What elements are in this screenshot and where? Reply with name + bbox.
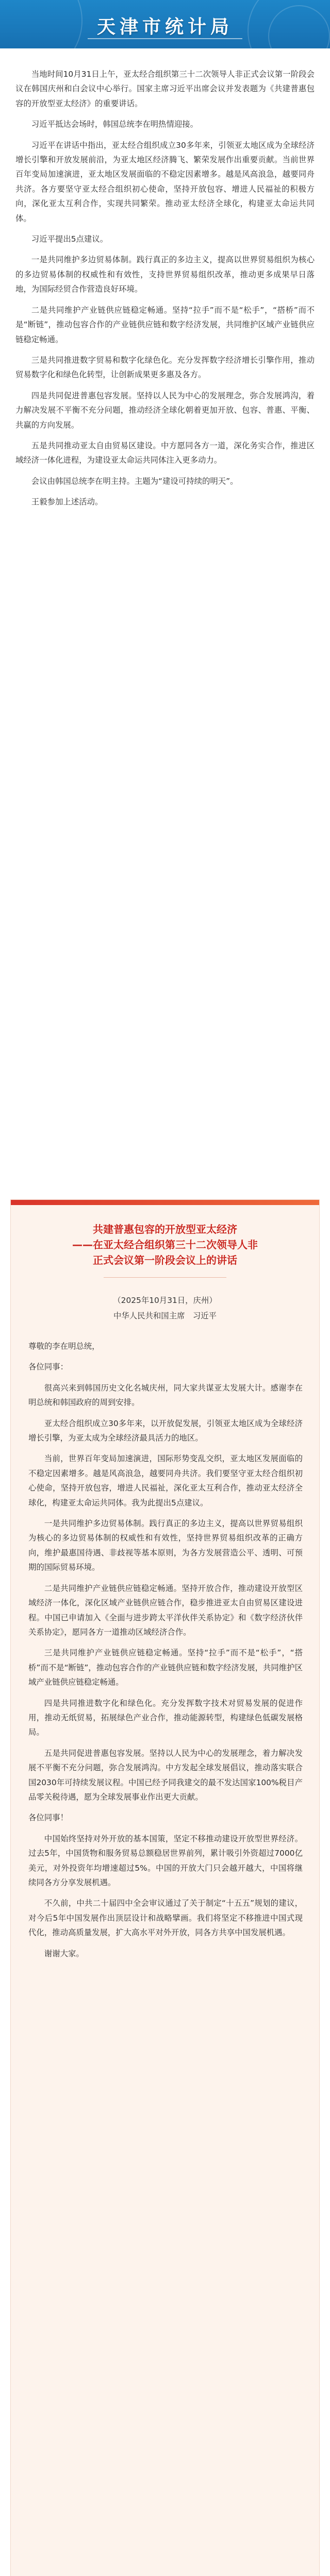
news-paragraph: 三是共同推进数字贸易和数字化绿色化。充分发挥数字经济增长引擎作用，推动贸易数字化和绿色化转型，让创新成果更多惠及各方。 xyxy=(15,355,315,380)
speech-card-accent xyxy=(11,1200,319,1205)
header-banner xyxy=(0,0,330,48)
speech-paragraph: 不久前，中共二十届四中全会审议通过了关于制定“十五五”规划的建议，对今后5年中国发展作出顶层设计和战略擘画。我们将坚定不移推进中国式现代化，推动高质量发展，扩大高水平对外开放，同各方共享中国发展机遇。 xyxy=(28,1899,303,1938)
speech-paragraph: 中国始终坚持对外开放的基本国策，坚定不移推动建设开放型世界经济。过去5年，中国货物和服务贸易总额稳居世界前列，累计吸引外资超过7000亿美元，对外投资年均增速超过5%。中国的开放大门只会越开越大，中国将继续同各方分享发展机遇。 xyxy=(28,1834,303,1887)
news-paragraph: 会议由韩国总统李在明主持。主题为“建设可持续的明天”。 xyxy=(31,476,238,486)
speech-paragraph: 谢谢大家。 xyxy=(44,1948,84,1958)
speech-paragraph: 五是共同促进普惠包容发展。坚持以人民为中心的发展理念，着力解决发展不平衡不充分问题，弥合发展鸿沟。中方发起全球发展倡议，推动落实联合国2030年可持续发展议程。中国已经予同我建交的最不发达国家100%税目产品零关税待遇，愿为全球发展事业作出更大贡献。 xyxy=(28,1748,303,1802)
news-paragraph: 二是共同维护产业链供应链稳定畅通。坚持“拉手”而不是“松手”，“搭桥”而不是“断链”，推动包容合作的产业链供应链和数字经济发展，共同维护区域产业链供应链稳定畅通。 xyxy=(15,305,315,344)
speech-headline xyxy=(21,1222,309,1268)
speech-date: （2025年10月31日，庆州） xyxy=(113,1296,217,1305)
news-paragraph: 习近平在讲话中指出，亚太经合组织成立30多年来，引领亚太地区成为全球经济增长引擎和开放发展前沿，为亚太地区经济腾飞、繁荣发展作出重要贡献。当前世界百年变局加速演进，亚太地区发展面临的不稳定因素增多。越是风高浪急，越要同舟共济。各方要坚守亚太经合组织初心使命，坚持开放包容、增进人民福祉的积极方向，深化亚太互利合作，实现共同繁荣。推动亚太经济全球化，构建亚太命运共同体。 xyxy=(15,140,315,223)
speech-paragraph: 很高兴来到韩国历史文化名城庆州，同大家共谋亚太发展大计。感谢李在明总统和韩国政府的周到安排。 xyxy=(28,1383,303,1408)
banner-divider xyxy=(88,38,242,39)
speech-paragraph: 一是共同维护多边贸易体制。践行真正的多边主义，提高以世界贸易组织为核心的多边贸易体制的权威性和有效性，坚持世界贸易组织改革的正确方向，维护最惠国待遇、非歧视等基本原则，为各方发展营造公平、透明、可预期的国际贸易环境。 xyxy=(28,1519,303,1572)
speech-paragraph: 当前，世界百年变局加速演进，国际形势变乱交织，亚太地区发展面临的不稳定因素增多。越是风高浪急，越要同舟共济。我们要坚守亚太经合组织初心使命，坚持开放包容，增进人民福祉，深化亚太互利合作，推动亚太经济全球化，构建亚太命运共同体。我为此提出5点建议。 xyxy=(28,1454,303,1507)
news-paragraph: 习近平提出5点建议。 xyxy=(31,234,108,244)
speech-card xyxy=(10,1199,320,2576)
speech-paragraph: 亚太经合组织成立30多年来，以开放促发展，引领亚太地区成为全球经济增长引擎，为亚太成为全球经济最具活力的地区。 xyxy=(28,1418,303,1443)
speech-paragraph: 三是共同维护产业链供应链稳定畅通。坚持“拉手”而不是“松手”，“搭桥”而不是“断链”，推动包容合作的产业链供应链和数字经济发展，共同维护区域产业链供应链稳定畅通。 xyxy=(28,1648,303,1687)
banner-title: 天津市统计局 xyxy=(96,16,233,38)
speech-paragraph: 各位同事： xyxy=(28,1362,68,1372)
speech-paragraph: 四是共同推进数字化和绿色化。充分发挥数字技术对贸易发展的促进作用，推动无纸贸易，拓展绿色产业合作，推动能源转型，构建绿色低碳发展格局。 xyxy=(28,1698,303,1737)
news-article xyxy=(15,67,315,516)
headline-line: 共建普惠包容的开放型亚太经济 xyxy=(93,1223,237,1235)
speech-paragraph: 尊敬的李在明总统， xyxy=(28,1342,100,1351)
news-paragraph: 四是共同促进普惠包容发展。坚持以人民为中心的发展理念，弥合发展鸿沟，着力解决发展不平衡不充分问题，推动经济全球化朝着更加开放、包容、普惠、平衡、共赢的方向发展。 xyxy=(15,391,315,430)
news-paragraph: 王毅参加上述活动。 xyxy=(31,497,103,507)
news-paragraph: 当地时间10月31日上午，亚太经合组织第三十二次领导人非正式会议第一阶段会议在韩国庆州和白会议中心举行。国家主席习近平出席会议并发表题为《共建普惠包容的开放型亚太经济》的重要讲话。 xyxy=(15,70,315,108)
speech-author: 中华人民共和国主席 习近平 xyxy=(113,1311,217,1320)
speech-paragraph: 各位同事！ xyxy=(28,1813,68,1823)
news-paragraph: 一是共同维护多边贸易体制。践行真正的多边主义，提高以世界贸易组织为核心的多边贸易体制的权威性和有效性，支持世界贸易组织改革，推动更多成果早日落地，为国际经贸合作营造良好环境。 xyxy=(15,255,315,294)
speech-byline xyxy=(21,1293,309,1324)
news-paragraph: 习近平抵达会场时，韩国总统李在明热情迎接。 xyxy=(31,120,199,129)
speech-body xyxy=(28,1339,303,1967)
headline-line: 正式会议第一阶段会议上的讲话 xyxy=(93,1254,237,1266)
news-paragraph: 五是共同推动亚太自由贸易区建设。中方愿同各方一道，深化务实合作，推进区域经济一体化进程，为建设亚太命运共同体注入更多动力。 xyxy=(15,440,315,465)
headline-divider xyxy=(104,1277,226,1278)
headline-line: ——在亚太经合组织第三十二次领导人非 xyxy=(72,1239,258,1251)
speech-paragraph: 二是共同维护产业链供应链稳定畅通。坚持开放合作，推动建设开放型区域经济一体化，深化区域产业链供应链合作，稳步推进亚太自由贸易区建设进程。中国已申请加入《全面与进步跨太平洋伙伴关系协定》和《数字经济伙伴关系协定》，愿同各方一道推动区域经济合作。 xyxy=(28,1583,303,1637)
